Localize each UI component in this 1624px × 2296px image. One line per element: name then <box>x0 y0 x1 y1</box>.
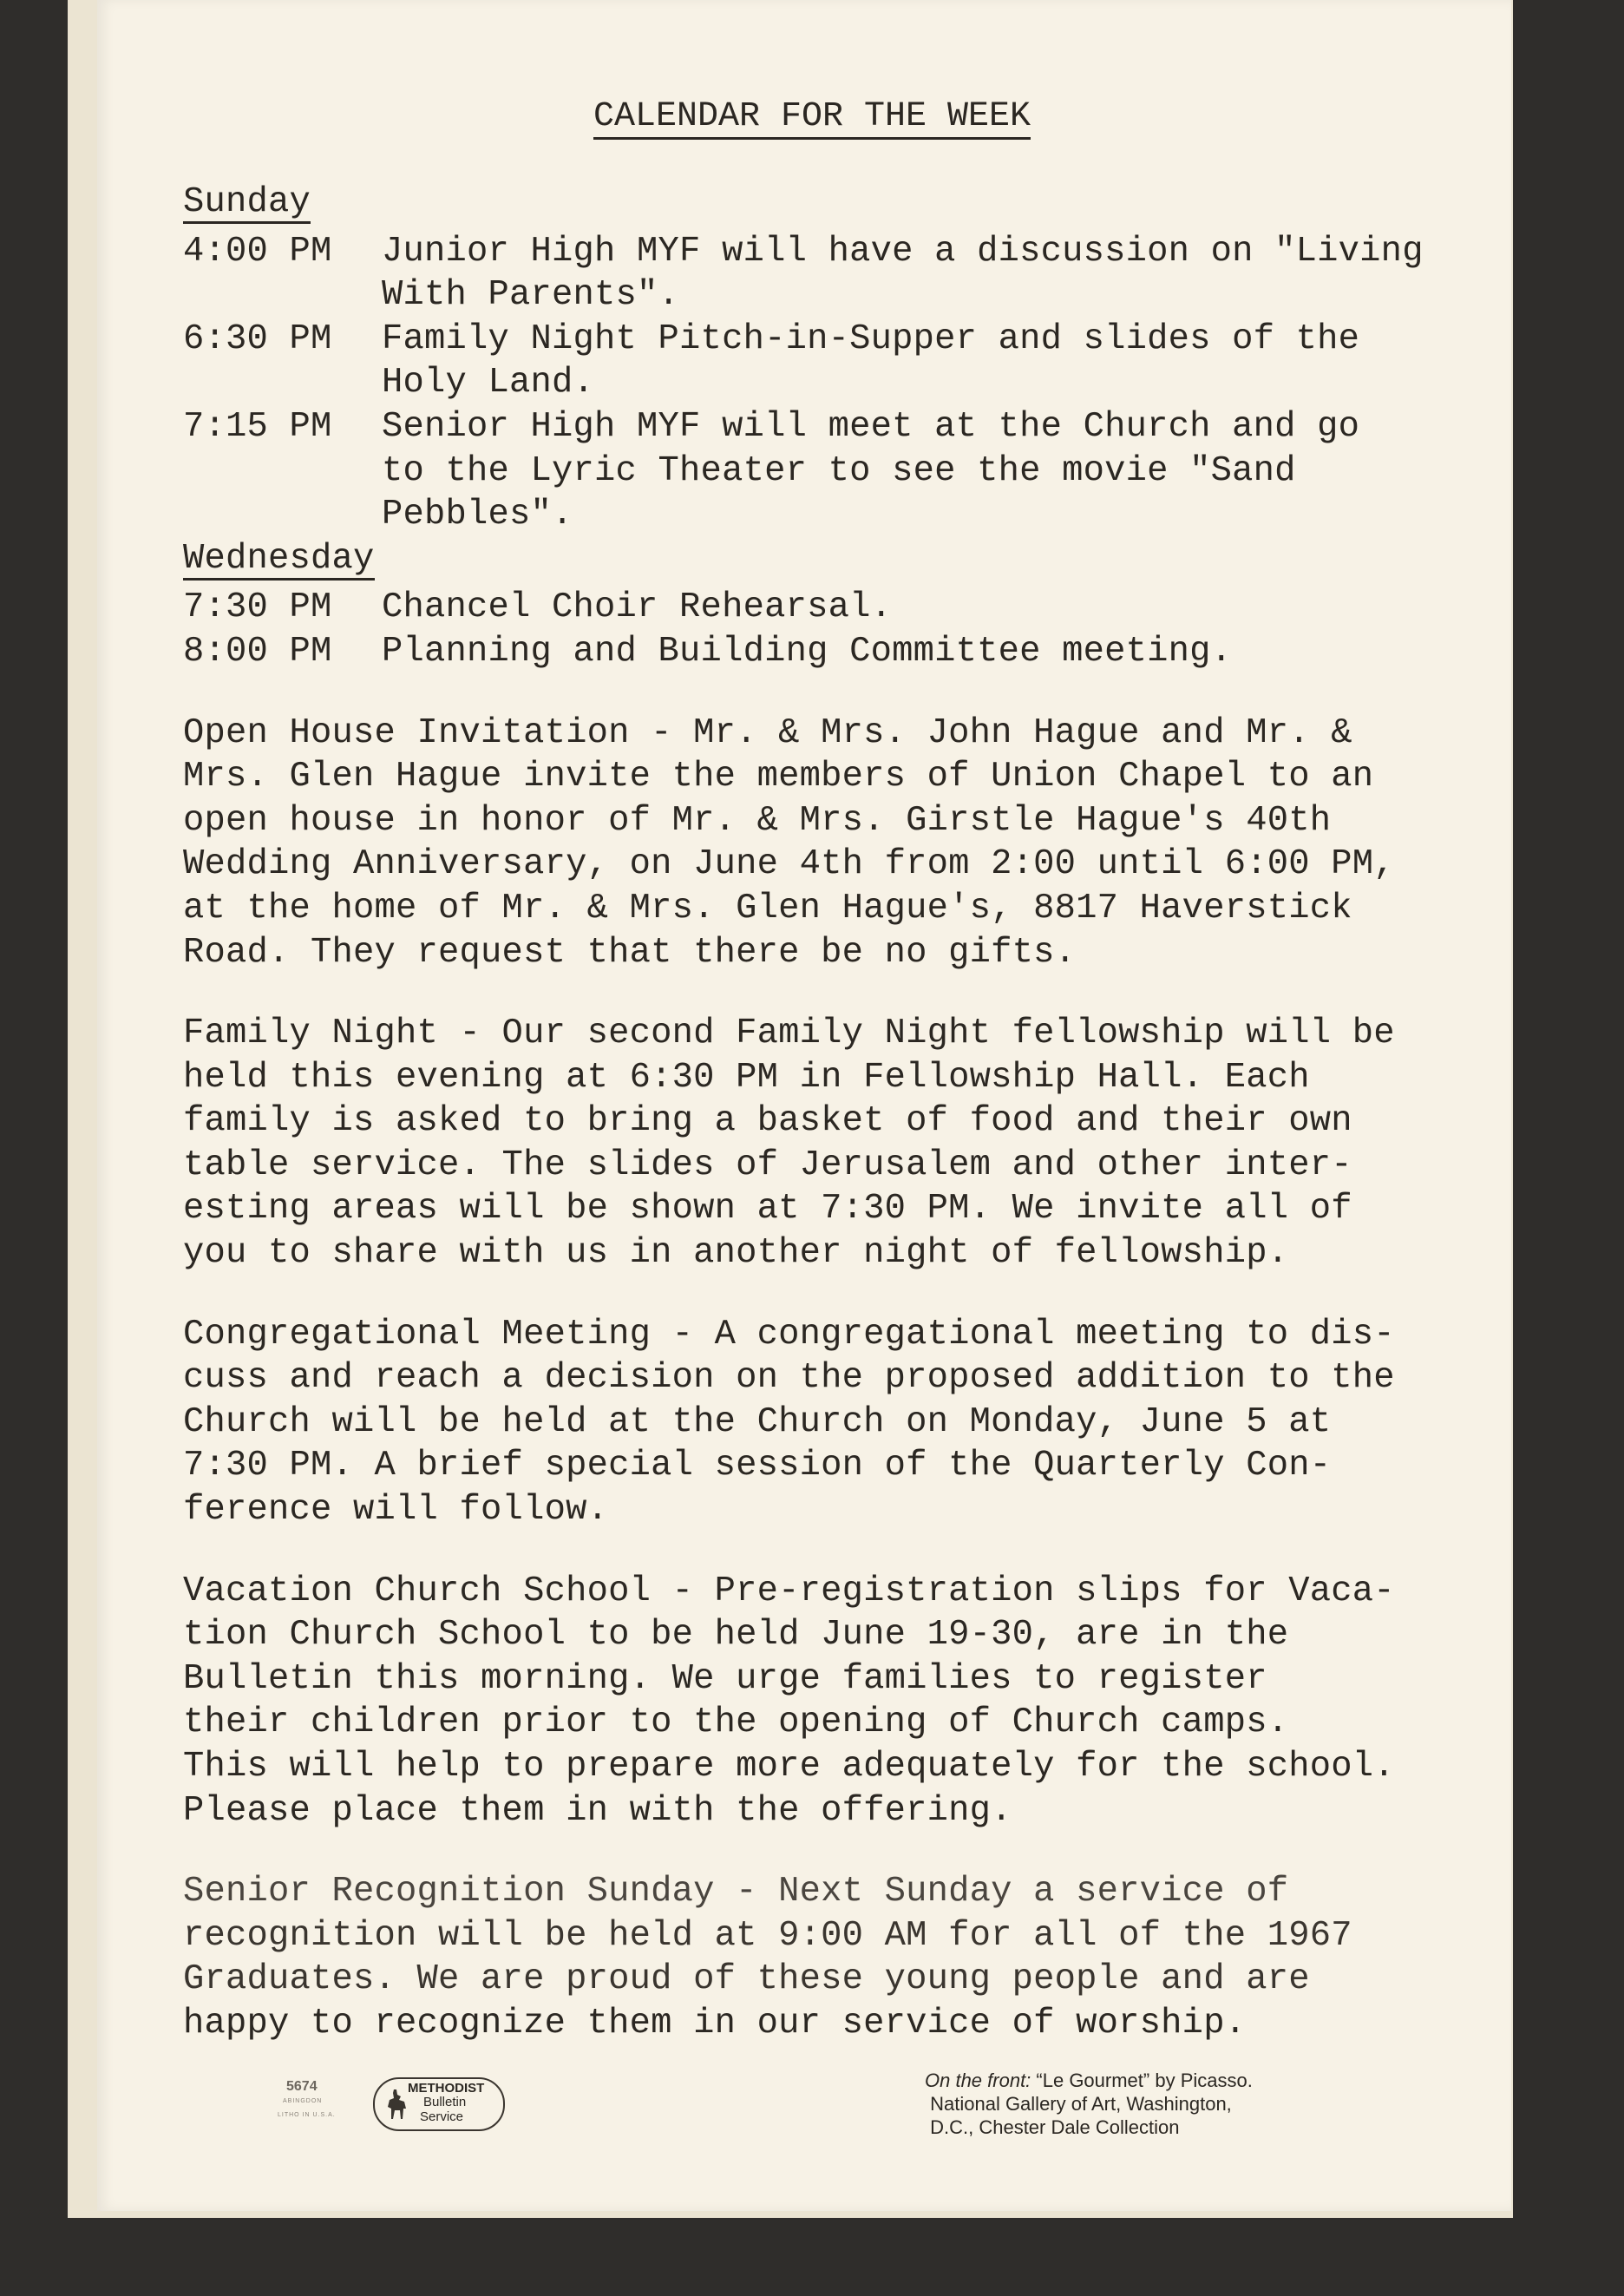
calendar-day-wednesday <box>183 537 1484 674</box>
announcement-paragraph <box>183 1870 1484 2045</box>
bulletin-content <box>183 180 1484 2046</box>
methodist-bulletin-service-logo <box>373 2077 505 2131</box>
badge-text: METHODIST <box>408 2081 485 2096</box>
credit-text: “Le Gourmet” by Picasso. <box>1031 2070 1253 2091</box>
horse-rider-icon <box>383 2088 409 2121</box>
announcement-paragraph <box>183 712 1484 975</box>
text-line: Family Night - Our second Family Night fellowship will be <box>183 1014 1395 1054</box>
text-line: Holy Land. <box>382 363 595 403</box>
text-line: Please place them in with the offering. <box>183 1790 1012 1831</box>
text-line: ference will follow. <box>183 1490 609 1531</box>
credit-label: On the front: <box>925 2070 1031 2091</box>
text-line: Senior Recognition Sunday - Next Sunday a service of <box>183 1872 1289 1912</box>
text-line: Open House Invitation - Mr. & Mrs. John Hague and Mr. & <box>183 712 1352 753</box>
text-line: Congregational Meeting - A congregational meeting to dis- <box>183 1314 1395 1355</box>
text-line: to the Lyric Theater to see the movie "Sand <box>382 450 1296 491</box>
text-line: family is asked to bring a basket of food and their own <box>183 1101 1352 1142</box>
badge-text: Service <box>420 2109 464 2124</box>
calendar-event <box>183 230 1484 318</box>
calendar-day-sunday <box>183 180 1484 537</box>
text-line: Junior High MYF will have a discussion on "Living <box>382 231 1424 272</box>
text-line: table service. The slides of Jerusalem and other inter- <box>183 1145 1352 1185</box>
event-time: 6:30 PM <box>183 318 332 359</box>
text-line: Graduates. We are proud of these young people and are <box>183 1959 1310 2000</box>
text-line: Pebbles". <box>382 495 573 535</box>
text-line: Vacation Church School - Pre-registration slips for Vaca- <box>183 1571 1395 1611</box>
text-line: cuss and reach a decision on the proposed addition to the <box>183 1358 1395 1399</box>
event-time: 7:15 PM <box>183 406 332 447</box>
day-heading <box>183 180 1484 230</box>
text-line: Planning and Building Committee meeting. <box>382 631 1233 672</box>
text-line: happy to recognize them in our service of worship. <box>183 2003 1247 2043</box>
event-description <box>382 405 1359 537</box>
credit-line: D.C., Chester Dale Collection <box>925 2116 1180 2138</box>
day-label: Sunday <box>183 182 311 222</box>
credit-line: National Gallery of Art, Washington, <box>925 2093 1232 2115</box>
day-label: Wednesday <box>183 538 375 579</box>
text-line: 7:30 PM. A brief special session of the Quarterly Con- <box>183 1446 1332 1486</box>
page-title: CALENDAR FOR THE WEEK <box>0 95 1624 139</box>
event-description <box>382 318 1359 405</box>
text-line: Bulletin this morning. We urge families to register <box>183 1658 1267 1699</box>
event-time: 8:00 PM <box>183 631 332 672</box>
text-line: recognition will be held at 9:00 AM for all of the 1967 <box>183 1915 1352 1956</box>
text-line: their children prior to the opening of Church camps. <box>183 1702 1289 1743</box>
calendar-event <box>183 586 1484 630</box>
announcement-paragraph <box>183 1012 1484 1276</box>
event-time: 4:00 PM <box>183 231 332 272</box>
text-line: Senior High MYF will meet at the Church and go <box>382 406 1360 447</box>
text-line: you to share with us in another night of fellowship. <box>183 1233 1289 1274</box>
event-description <box>382 630 1232 674</box>
event-description <box>382 586 892 630</box>
text-line: Mrs. Glen Hague invite the members of Union Chapel to an <box>183 757 1374 797</box>
calendar-event <box>183 405 1484 537</box>
text-line: Church will be held at the Church on Monday, June 5 at <box>183 1401 1332 1442</box>
text-line: held this evening at 6:30 PM in Fellowship Hall. Each <box>183 1057 1310 1098</box>
event-description <box>382 230 1424 318</box>
catalog-number: 5674 <box>286 2079 318 2094</box>
text-line: at the home of Mr. & Mrs. Glen Hague's, 8817 Haverstick <box>183 888 1352 928</box>
text-line: This will help to prepare more adequately for the school. <box>183 1747 1395 1787</box>
calendar-event <box>183 630 1484 674</box>
cover-credit <box>925 2069 1253 2139</box>
text-line: Wedding Anniversary, on June 4th from 2:00 until 6:00 PM, <box>183 844 1395 885</box>
calendar-event <box>183 318 1484 405</box>
badge-text: Bulletin <box>423 2095 467 2109</box>
text-line: Road. They request that there be no gifts. <box>183 932 1077 973</box>
text-line: open house in honor of Mr. & Mrs. Girstle Hague's 40th <box>183 800 1332 841</box>
text-line: esting areas will be shown at 7:30 PM. We invite all of <box>183 1189 1352 1230</box>
announcement-paragraph <box>183 1570 1484 1834</box>
day-heading <box>183 537 1484 587</box>
announcement-paragraph <box>183 1313 1484 1532</box>
printer-line: LITHO IN U.S.A. <box>278 2112 336 2118</box>
printer-line: ABINGDON <box>283 2098 323 2104</box>
text-line: Chancel Choir Rehearsal. <box>382 587 893 628</box>
text-line: With Parents". <box>382 275 680 316</box>
credit-line <box>925 2069 1253 2092</box>
text-line: tion Church School to be held June 19-30, are in the <box>183 1615 1289 1656</box>
event-time: 7:30 PM <box>183 587 332 628</box>
text-line: Family Night Pitch-in-Supper and slides of the <box>382 318 1360 359</box>
